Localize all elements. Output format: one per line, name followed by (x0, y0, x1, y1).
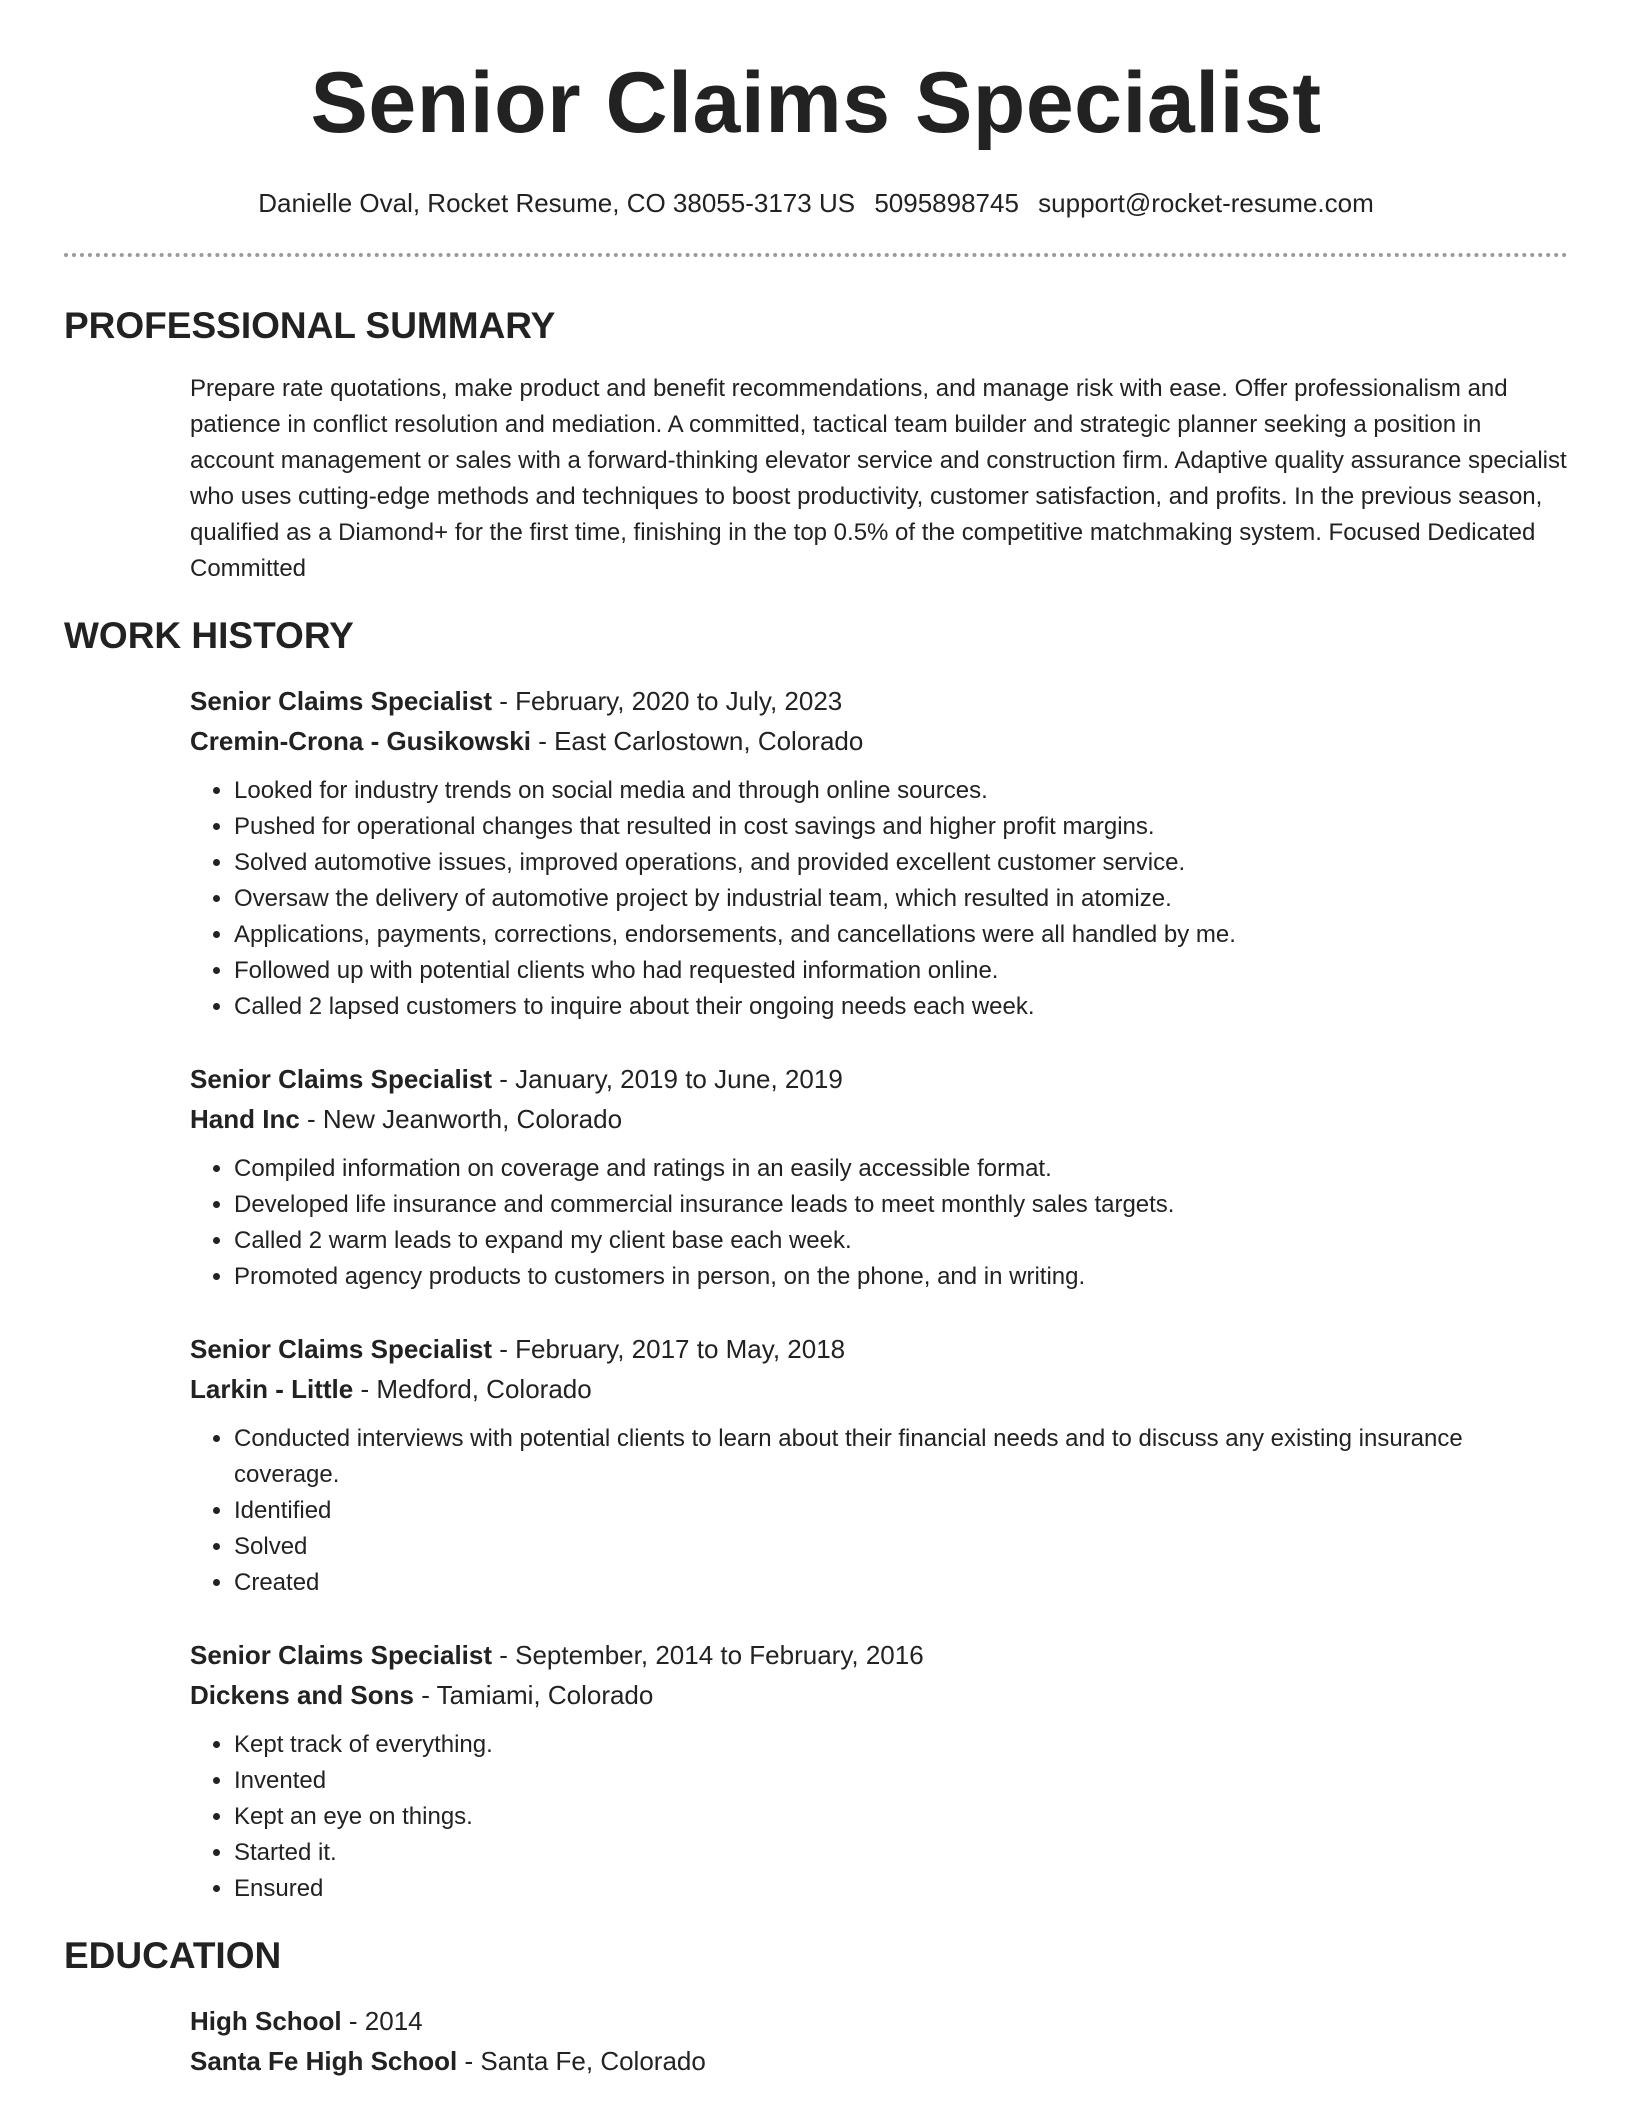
resume-title: Senior Claims Specialist (310, 55, 1322, 151)
list-item: • Invented (234, 1763, 1568, 1799)
job-dates: - September, 2014 to February, 2016 (492, 1640, 924, 1670)
job-dates: - February, 2020 to July, 2023 (492, 686, 843, 716)
list-item: • Compiled information on coverage and ratings in an easily accessible format. (234, 1151, 1568, 1187)
job-company-line (190, 1369, 1568, 1409)
job-dates: - February, 2017 to May, 2018 (492, 1334, 846, 1364)
job-entry (190, 1635, 1568, 1907)
job-bullets (190, 1421, 1568, 1601)
job-company: Dickens and Sons (190, 1680, 414, 1710)
job-bullets (190, 1727, 1568, 1907)
list-item: • Called 2 lapsed customers to inquire about their ongoing needs each week. (234, 989, 1568, 1025)
job-location: - Medford, Colorado (353, 1374, 592, 1404)
job-list (190, 681, 1568, 1907)
education-degree: High School (190, 2006, 342, 2036)
education-school-line (190, 2041, 1568, 2081)
list-item: • Oversaw the delivery of automotive project by industrial team, which resulted in atomize. (234, 881, 1568, 917)
list-item: • Promoted agency products to customers in person, on the phone, and in writing. (234, 1259, 1568, 1295)
list-item: • Looked for industry trends on social media and through online sources. (234, 773, 1568, 809)
summary-section (64, 305, 1568, 587)
list-item: • Pushed for operational changes that resulted in cost savings and higher profit margins. (234, 809, 1568, 845)
job-title: Senior Claims Specialist (190, 1334, 493, 1364)
list-item: • Kept an eye on things. (234, 1799, 1568, 1835)
education-year: - 2014 (341, 2006, 423, 2036)
list-item: • Solved automotive issues, improved operations, and provided excellent customer service. (234, 845, 1568, 881)
job-title-line (190, 1635, 1568, 1675)
job-title: Senior Claims Specialist (190, 1064, 493, 1094)
job-entry (190, 681, 1568, 1025)
job-title-line (190, 1329, 1568, 1369)
education-degree-line (190, 2001, 1568, 2041)
header-divider (64, 253, 1568, 257)
contact-line (64, 188, 1568, 219)
summary-text: Prepare rate quotations, make product and benefit recommendations, and manage risk with ease. Offer professionalism and patience in conflict resolution and mediation. A committed, tactical team builder and strategic planner seeking a position in account management or sales with a forward-thinking elevator service and construction firm. Adaptive quality assurance specialist who uses cutting-edge methods and techniques to boost productivity, customer satisfaction, and profits. In the previous season, qualified as a Diamond+ for the first time, finishing in the top 0.5% of the competitive matchmaking system. Focused Dedicated Committed (190, 375, 1567, 582)
job-company: Hand Inc (190, 1104, 300, 1134)
job-company: Cremin-Crona - Gusikowski (190, 726, 531, 756)
contact-email: support@rocket-resume.com (1038, 188, 1374, 218)
work-history-section (64, 615, 1568, 1907)
job-company-line (190, 721, 1568, 761)
job-company-line (190, 1675, 1568, 1715)
job-entry (190, 1059, 1568, 1295)
education-section (64, 1935, 1568, 2081)
job-location: - New Jeanworth, Colorado (299, 1104, 623, 1134)
education-school: Santa Fe High School (190, 2046, 458, 2076)
contact-phone: 5095898745 (874, 188, 1019, 218)
contact-address: Danielle Oval, Rocket Resume, CO 38055-3173 US (258, 188, 856, 218)
job-bullets (190, 1151, 1568, 1295)
list-item: • Developed life insurance and commercial insurance leads to meet monthly sales targets. (234, 1187, 1568, 1223)
list-item: • Called 2 warm leads to expand my client base each week. (234, 1223, 1568, 1259)
list-item: • Followed up with potential clients who had requested information online. (234, 953, 1568, 989)
list-item: • Applications, payments, corrections, endorsements, and cancellations were all handled by me. (234, 917, 1568, 953)
summary-heading: PROFESSIONAL SUMMARY (64, 305, 556, 346)
job-company: Larkin - Little (190, 1374, 354, 1404)
job-title-line (190, 681, 1568, 721)
education-location: - Santa Fe, Colorado (457, 2046, 706, 2076)
education-heading: EDUCATION (64, 1935, 282, 1976)
job-bullets (190, 773, 1568, 1025)
list-item: • Started it. (234, 1835, 1568, 1871)
list-item: • Solved (234, 1529, 1568, 1565)
list-item: • Identified (234, 1493, 1568, 1529)
job-title: Senior Claims Specialist (190, 686, 493, 716)
job-entry (190, 1329, 1568, 1601)
job-location: - Tamiami, Colorado (413, 1680, 654, 1710)
list-item: • Conducted interviews with potential clients to learn about their financial needs and to discuss any existing insurance coverage. (234, 1421, 1568, 1493)
job-company-line (190, 1099, 1568, 1139)
job-dates: - January, 2019 to June, 2019 (492, 1064, 843, 1094)
education-entry (190, 2001, 1568, 2081)
job-location: - East Carlostown, Colorado (530, 726, 864, 756)
work-history-heading: WORK HISTORY (64, 615, 354, 656)
list-item: • Created (234, 1565, 1568, 1601)
job-title-line (190, 1059, 1568, 1099)
list-item: • Ensured (234, 1871, 1568, 1907)
job-title: Senior Claims Specialist (190, 1640, 493, 1670)
list-item: • Kept track of everything. (234, 1727, 1568, 1763)
